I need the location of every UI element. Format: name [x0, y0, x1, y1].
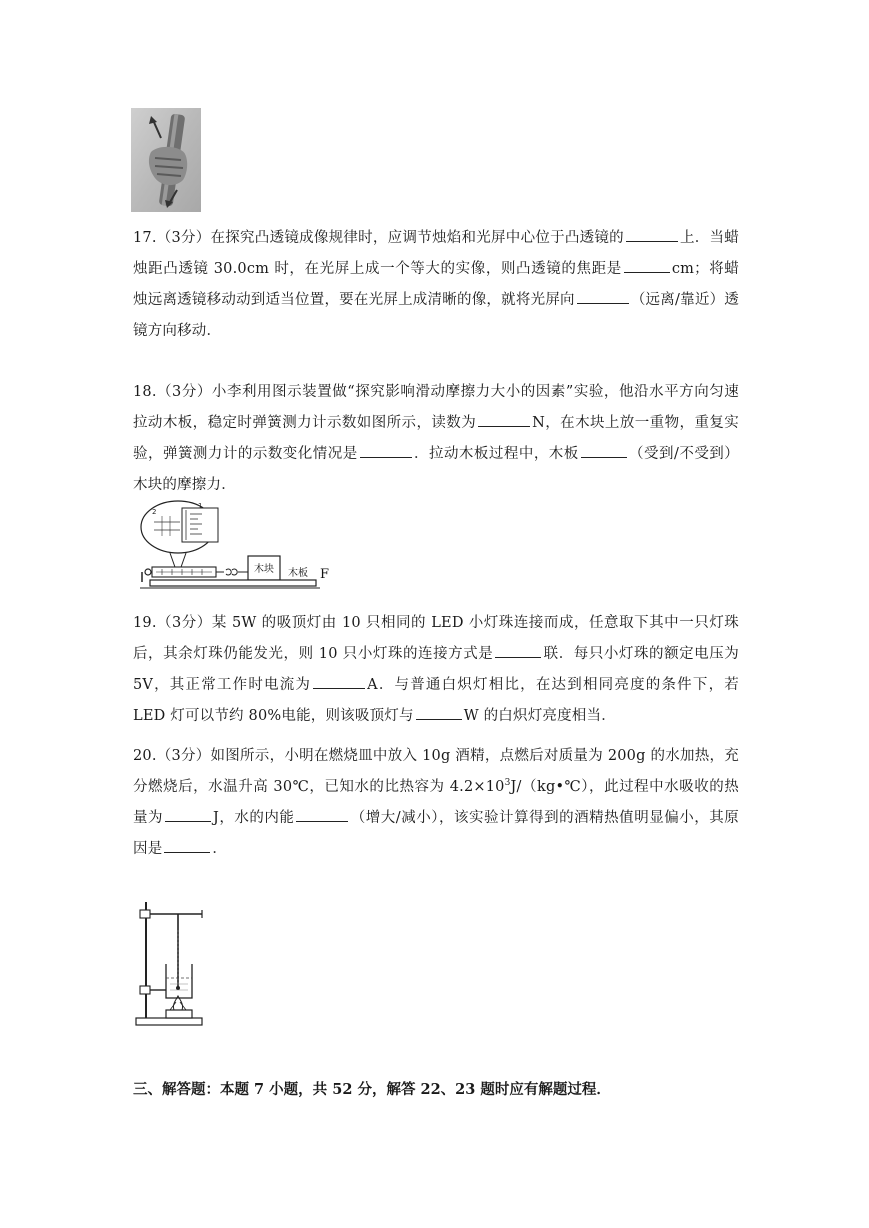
question-19 — [133, 608, 739, 732]
q18-text-1: 18.（3分）小李利用图示装置做“探究影响滑动摩擦力大小的因素”实验，他沿水平方向匀速拉动木板，稳定时弹簧测力计示数如图所示，读数为 — [133, 384, 739, 431]
q20-text-4: （增大/减小），该实验计算得到的酒精热值明显偏小，其原因是 — [133, 810, 739, 857]
q17-text-3: cm；将蜡烛远离透镜移动动到适当位置，要在光屏上成清晰的像，就将光屏向 — [133, 261, 739, 308]
question-20 — [133, 741, 739, 865]
q17-blank-3[interactable] — [577, 289, 629, 304]
q19-blank-3[interactable] — [416, 705, 462, 720]
q20-text-1: 20.（3分）如图所示，小明在燃烧皿中放入 10g 酒精，点燃后对质量为 200g 的水加热，充分燃烧后，水温升高 30℃，已知水的比热容为 4.2×10 — [133, 748, 739, 795]
q17-blank-2[interactable] — [624, 258, 670, 273]
q17-text-2: 上．当蜡烛距凸透镜 30.0cm 时，在光屏上成一个等大的实像，则凸透镜的焦距是 — [133, 230, 739, 277]
q20-exponent: 3 — [504, 778, 511, 789]
q20-blank-2[interactable] — [296, 807, 348, 822]
wooden-board — [150, 580, 316, 586]
scale-label-1: 1 — [198, 502, 203, 510]
q19-blank-2[interactable] — [313, 674, 365, 689]
beaker — [166, 964, 192, 998]
hand-tube-photo — [131, 108, 201, 212]
q20-blank-1[interactable] — [165, 807, 211, 822]
q19-text-2: 联．每只小灯珠的额定电压为 5V，其正常工作时电流为 — [133, 646, 739, 693]
q20-blank-3[interactable] — [164, 838, 210, 853]
q17-text-4: （远离/靠近）透镜方向移动． — [133, 292, 739, 339]
q19-text-4: W 的白炽灯亮度相当． — [463, 708, 616, 724]
scale-label-2: 2 — [152, 508, 157, 516]
q18-blank-3[interactable] — [581, 443, 627, 458]
q18-text-3: ．拉动木板过程中，木板 — [413, 446, 579, 462]
q18-text-2: N，在木块上放一重物，重复实验，弹簧测力计的示数变化情况是 — [133, 415, 739, 462]
q18-blank-1[interactable] — [478, 412, 530, 427]
friction-apparatus-figure — [140, 500, 346, 592]
question-17 — [133, 223, 739, 347]
force-label: F — [320, 567, 330, 582]
section-3-heading: 三、解答题：本题 7 小题，共 52 分，解答 22、23 题时应有解题过程． — [133, 1081, 611, 1098]
stand-base — [136, 1018, 202, 1025]
q19-text-3: A．与普通白炽灯相比，在达到相同亮度的条件下，若 LED 灯可以节约 80%电能，则该吸顶灯与 — [133, 677, 739, 724]
heating-apparatus-figure — [130, 900, 210, 1030]
q19-text-1: 19.（3分）某 5W 的吸顶灯由 10 只相同的 LED 小灯珠连接而成，任意取下其中一只灯珠后，其余灯珠仍能发光，则 10 只小灯珠的连接方式是 — [133, 615, 739, 662]
q20-text-2: J/（kg•℃），此过程中水吸收的热量为 — [133, 779, 739, 826]
board-label: 木板 — [288, 568, 308, 579]
q18-blank-2[interactable] — [360, 443, 412, 458]
q18-text-4: （受到/不受到）木块的摩擦力． — [133, 446, 739, 493]
q20-text-3: J，水的内能 — [213, 810, 295, 826]
block-label: 木块 — [254, 564, 274, 575]
question-18 — [133, 377, 739, 501]
q20-text-5: ． — [212, 841, 228, 857]
q17-blank-1[interactable] — [626, 227, 678, 242]
q17-text-1: 17.（3分）在探究凸透镜成像规律时，应调节烛焰和光屏中心位于凸透镜的 — [133, 230, 624, 246]
q19-blank-1[interactable] — [495, 643, 541, 658]
burner-dish — [166, 1010, 192, 1018]
